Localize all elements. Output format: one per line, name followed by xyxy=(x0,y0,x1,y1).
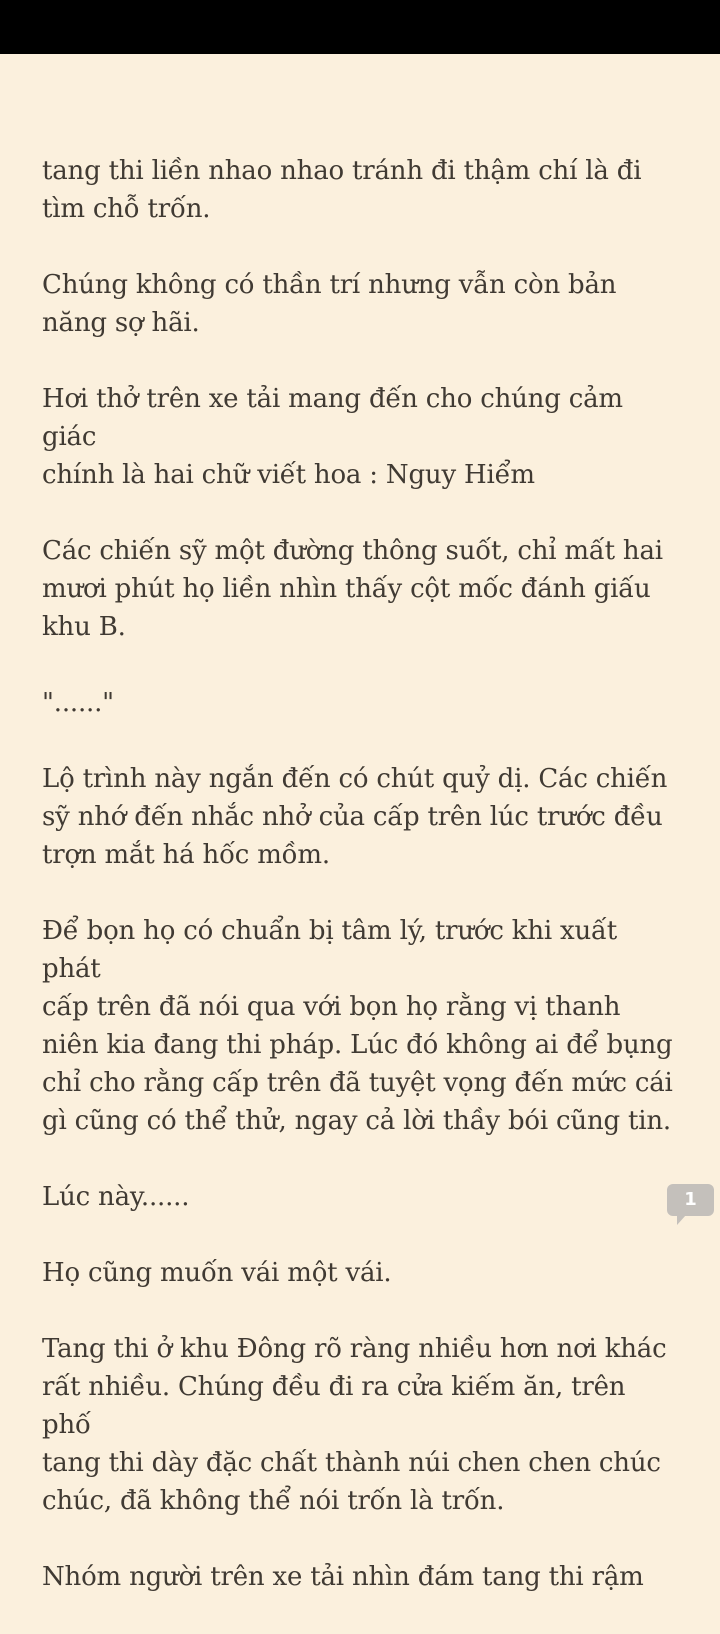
paragraph-comment-badge[interactable] xyxy=(667,1184,714,1216)
paragraph: Các chiến sỹ một đường thông suốt, chỉ mất hai mươi phút họ liền nhìn thấy cột mốc đánh giấu khu B. xyxy=(42,536,663,642)
reader-page[interactable] xyxy=(0,54,720,1592)
status-bar xyxy=(0,0,720,54)
paragraph: Nhóm người trên xe tải nhìn đám tang thi rậm xyxy=(42,1562,644,1592)
paragraph: Chúng không có thần trí nhưng vẫn còn bản năng sợ hãi. xyxy=(42,270,617,338)
paragraph: tang thi liền nhao nhao tránh đi thậm chí là đi tìm chỗ trốn. xyxy=(42,156,642,224)
paragraph: "......" xyxy=(42,688,114,718)
paragraph: Hơi thở trên xe tải mang đến cho chúng cảm giác chính là hai chữ viết hoa : Nguy Hiểm xyxy=(42,384,623,490)
comment-count: 1 xyxy=(684,1189,697,1210)
paragraph: Để bọn họ có chuẩn bị tâm lý, trước khi xuất phát cấp trên đã nói qua với bọn họ rằng vị thanh niên kia đang thi pháp. Lúc đó không ai để bụng chỉ cho rằng cấp trên đã tuyệt vọng đến mức cái gì cũng có thể thử, ngay cả lời thầy bói cũng tin. xyxy=(42,916,673,1136)
paragraph: Lúc này...... xyxy=(42,1182,190,1212)
paragraph: Tang thi ở khu Đông rõ ràng nhiều hơn nơi khác rất nhiều. Chúng đều đi ra cửa kiếm ăn, trên phố tang thi dày đặc chất thành núi chen chen chúc chúc, đã không thể nói trốn là trốn. xyxy=(42,1334,667,1516)
paragraph: Họ cũng muốn vái một vái. xyxy=(42,1258,392,1288)
chapter-text xyxy=(42,152,682,1634)
paragraph: Lộ trình này ngắn đến có chút quỷ dị. Các chiến sỹ nhớ đến nhắc nhở của cấp trên lúc trước đều trợn mắt há hốc mồm. xyxy=(42,764,668,870)
